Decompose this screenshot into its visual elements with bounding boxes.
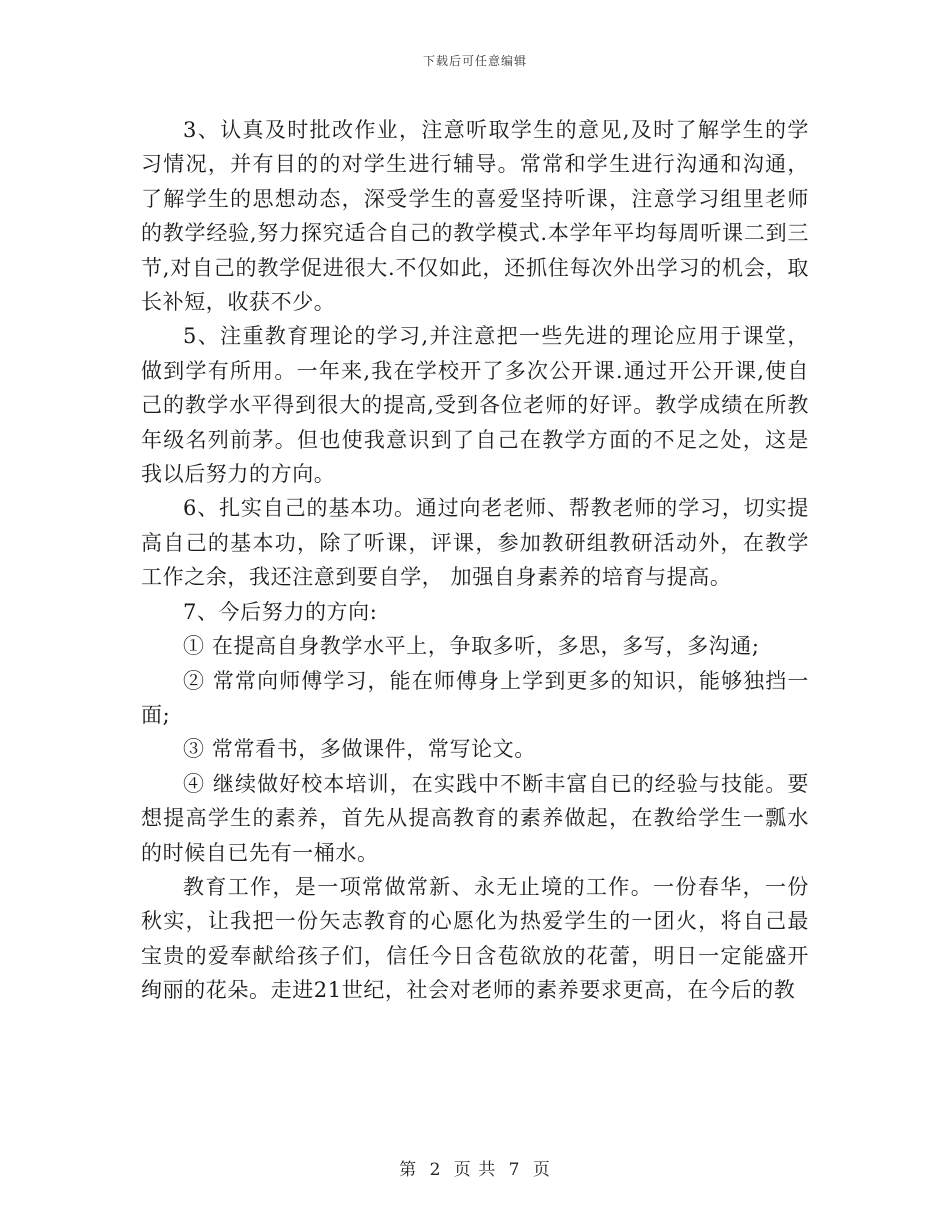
list-item-2: ② 常常向师傅学习，能在师傅身上学到更多的知识，能够独挡一面; [141, 668, 809, 727]
paragraph-item-6: 6、扎实自己的基本功。通过向老老师、帮教老师的学习，切实提高自己的基本功，除了听课，评课，参加教研组教研活动外，在教学工作之余，我还注意到要自学， 加强自身素养的培育与提高。 [141, 496, 809, 590]
page-header: 下载后可任意编辑 [422, 54, 527, 68]
paragraph-item-5: 5、注重教育理论的学习,并注意把一些先进的理论应用于课堂，做到学有所用。一年来,我在学校开了多次公开课.通过开公开课,使自己的教学水平得到很大的提高,受到各位老师的好评。教学成绩在所教年级名列前茅。但也使我意识到了自己在教学方面的不足之处，这是我以后努力的方向。 [141, 324, 809, 487]
paragraph-item-3: 3、认真及时批改作业，注意听取学生的意见,及时了解学生的学习情况，并有目的的对学生进行辅导。常常和学生进行沟通和沟通，了解学生的思想动态，深受学生的喜爱坚持听课，注意学习组里老师的教学经验,努力探究适合自己的教学模式.本学年平均每周听课二到三节,对自己的教学促进很大.不仅如此，还抓住每次外出学习的机会，取长补短，收获不少。 [141, 118, 809, 315]
paragraph-conclusion: 教育工作，是一项常做常新、永无止境的工作。一份春华，一份秋实，让我把一份矢志教育的心愿化为热爱学生的一团火，将自己最宝贵的爱奉献给孩子们，信任今日含苞欲放的花蕾，明日一定能盛开绚丽的花朵。走进21世纪，社会对老师的素养要求更高，在今后的教 [141, 874, 809, 1003]
footer-total-pages: 7 [508, 1160, 521, 1180]
paragraph-item-7: 7、今后努力的方向: [183, 599, 378, 624]
footer-suffix: 页 [532, 1160, 551, 1180]
list-item-1: ① 在提高自身教学水平上，争取多听，多思，多写，多沟通; [183, 634, 760, 659]
page-footer [0, 1155, 950, 1180]
footer-page-number: 2 [429, 1160, 442, 1180]
list-item-3: ③ 常常看书，多做课件，常写论文。 [183, 737, 536, 762]
document-body [141, 113, 809, 1008]
footer-prefix: 第 [399, 1160, 418, 1180]
footer-middle: 页 共 [453, 1160, 497, 1180]
list-item-4: ④ 继续做好校本培训，在实践中不断丰富自已的经验与技能。要想提高学生的素养，首先从提高教育的素养做起，在教给学生一瓢水的时候自已先有一桶水。 [141, 771, 809, 865]
